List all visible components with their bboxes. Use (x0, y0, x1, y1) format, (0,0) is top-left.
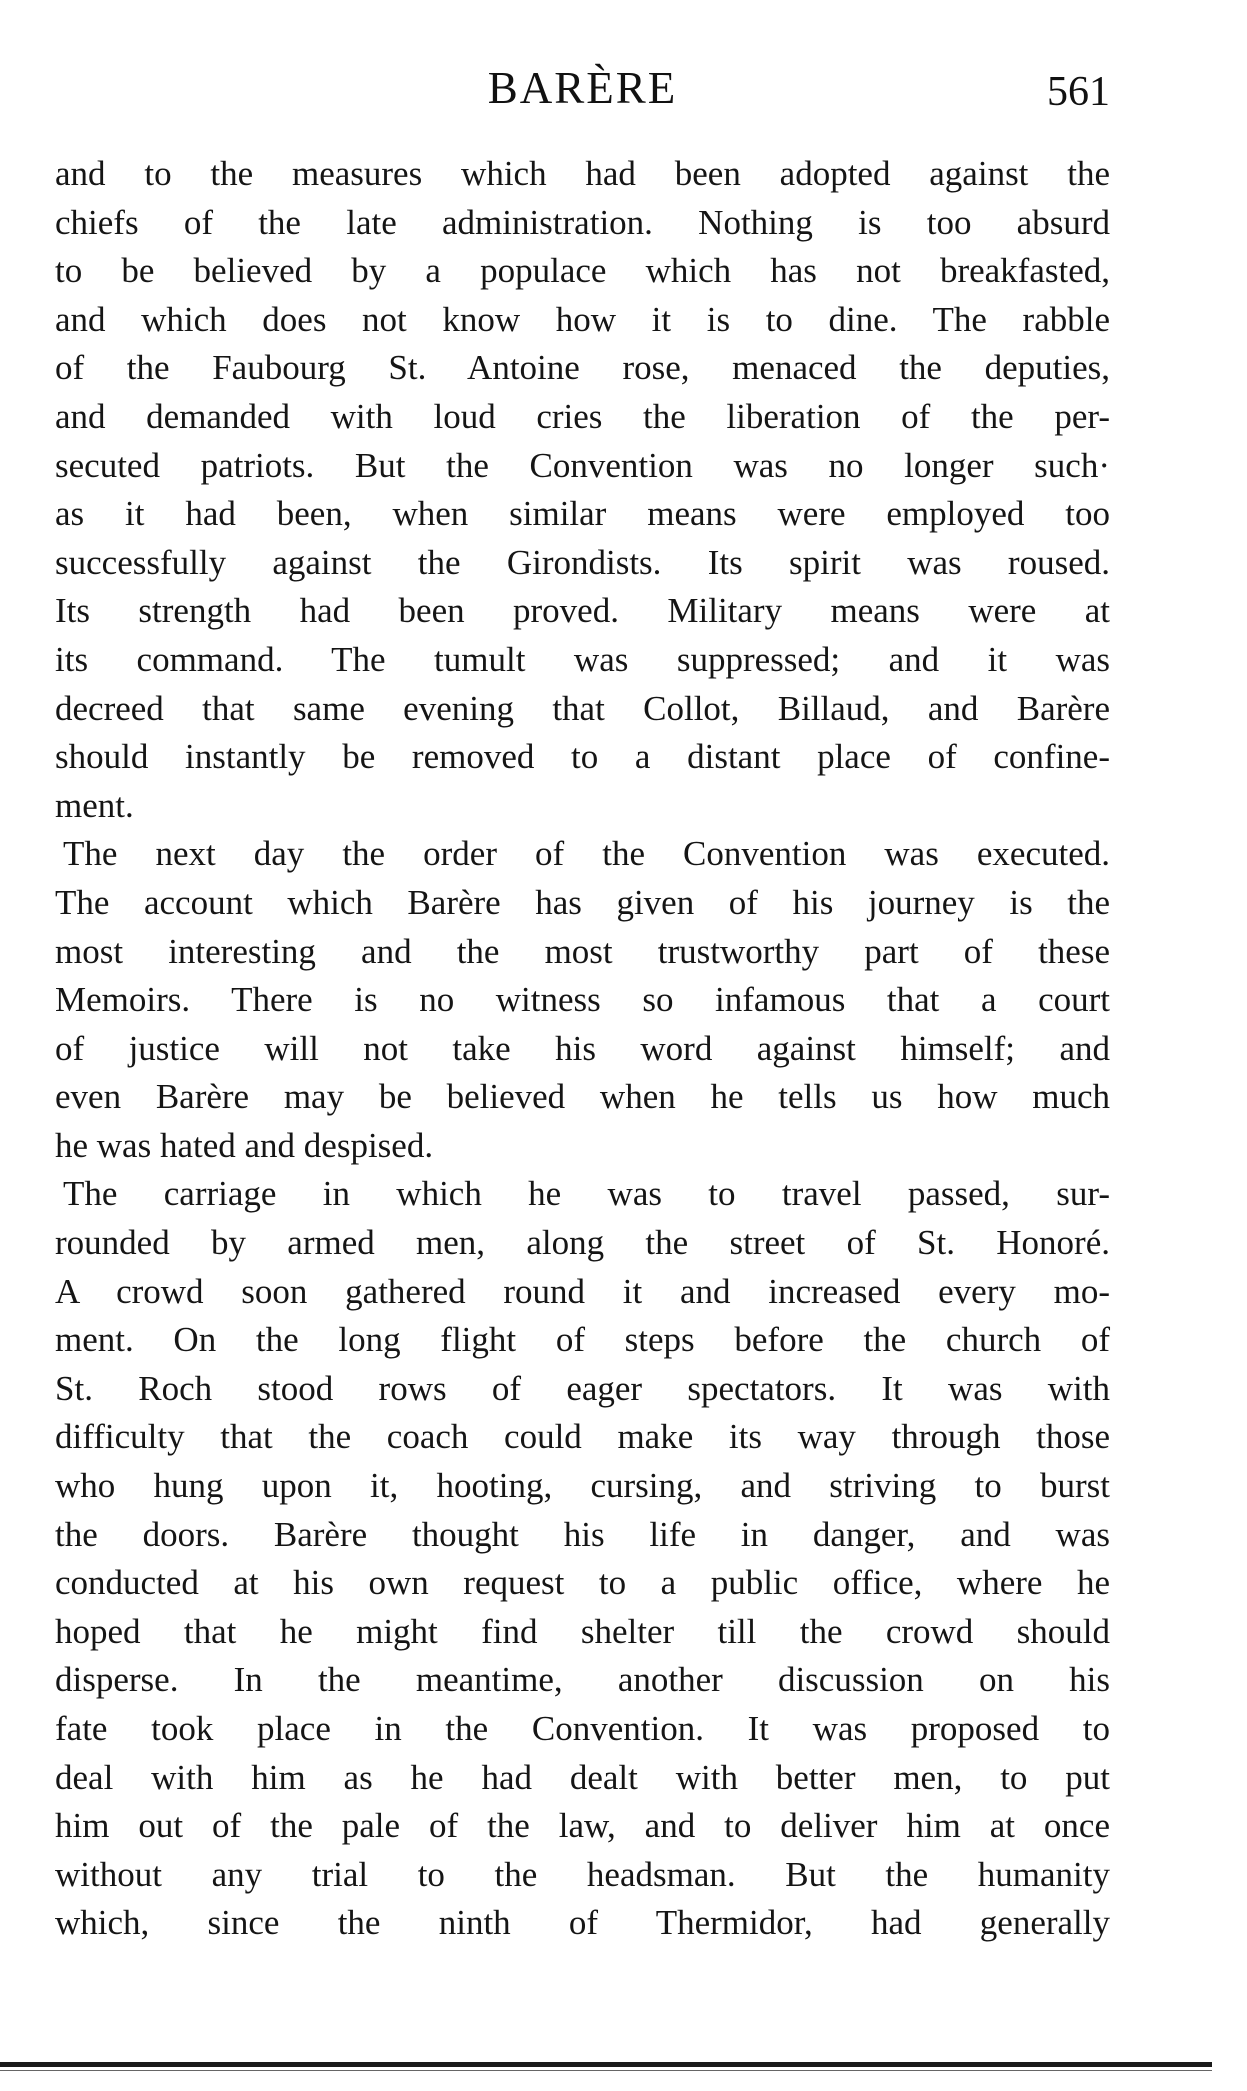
text-line: Its strength had been proved. Military means were at (55, 591, 1110, 631)
text-line: and to the measures which had been adopted against the (55, 154, 1110, 193)
text-line: even Barère may be believed when he tells us how much (55, 1077, 1110, 1117)
text-line: he was hated and despised. (55, 1125, 434, 1165)
text-line: decreed that same evening that Collot, Billaud, and Barère (55, 688, 1110, 728)
text-line: St. Roch stood rows of eager spectators. It was with (55, 1368, 1110, 1408)
text-line: ment. On the long flight of steps before the church of (55, 1320, 1110, 1360)
paragraph-2 (55, 830, 1110, 1170)
text-line: hoped that he might find shelter till the crowd should (55, 1611, 1110, 1651)
text-line: of the Faubourg St. Antoine rose, menaced the deputies, (55, 348, 1110, 388)
text-line: which, since the ninth of Thermidor, had generally (55, 1903, 1110, 1943)
text-line: successfully against the Girondists. Its spirit was roused. (55, 542, 1110, 582)
text-line: as it had been, when similar means were employed too (55, 494, 1110, 534)
running-title: BARÈRE (487, 63, 678, 113)
paragraph-1 (55, 150, 1110, 830)
paragraph-3 (55, 1170, 1110, 1948)
text-line: of justice will not take his word against himself; and (55, 1028, 1110, 1068)
text-line: and demanded with loud cries the liberation of the per- (55, 396, 1110, 436)
text-line: and which does not know how it is to dine. The rabble (55, 299, 1110, 339)
text-line: The account which Barère has given of his journey is the (55, 882, 1110, 922)
text-line: fate took place in the Convention. It was proposed to (55, 1709, 1110, 1748)
page-bottom-rule (0, 2062, 1212, 2067)
text-line: the doors. Barère thought his life in danger, and was (55, 1514, 1110, 1554)
text-line: The next day the order of the Convention was executed. (63, 834, 1110, 874)
text-line: conducted at his own request to a public office, where he (55, 1563, 1110, 1603)
text-line: Memoirs. There is no witness so infamous that a court (55, 980, 1110, 1020)
page-number: 561 (1047, 69, 1110, 115)
text-line: him out of the pale of the law, and to deliver him at once (55, 1806, 1110, 1846)
text-line: deal with him as he had dealt with better men, to put (55, 1757, 1110, 1797)
text-line: rounded by armed men, along the street of St. Honoré. (55, 1223, 1110, 1263)
text-line: should instantly be removed to a distant place of confine- (55, 737, 1110, 777)
body-text (55, 150, 1110, 1948)
text-line: difficulty that the coach could make its way through those (55, 1417, 1110, 1457)
text-line: its command. The tumult was suppressed; and it was (55, 639, 1110, 679)
page-bottom-rule-thin (0, 2070, 1212, 2071)
text-line: disperse. In the meantime, another discussion on his (55, 1660, 1110, 1700)
text-line: most interesting and the most trustworthy part of these (55, 931, 1110, 971)
text-line: to be believed by a populace which has not breakfasted, (55, 251, 1110, 291)
text-line: who hung upon it, hooting, cursing, and striving to burst (55, 1466, 1110, 1506)
text-line: ment. (55, 785, 134, 825)
text-line: without any trial to the headsman. But the humanity (55, 1854, 1110, 1894)
running-head (55, 62, 1110, 122)
text-line: The carriage in which he was to travel passed, sur- (63, 1174, 1110, 1214)
text-line: chiefs of the late administration. Nothing is too absurd (55, 202, 1110, 242)
text-line: secuted patriots. But the Convention was no longer such· (55, 445, 1110, 485)
text-line: A crowd soon gathered round it and increased every mo- (55, 1271, 1110, 1311)
